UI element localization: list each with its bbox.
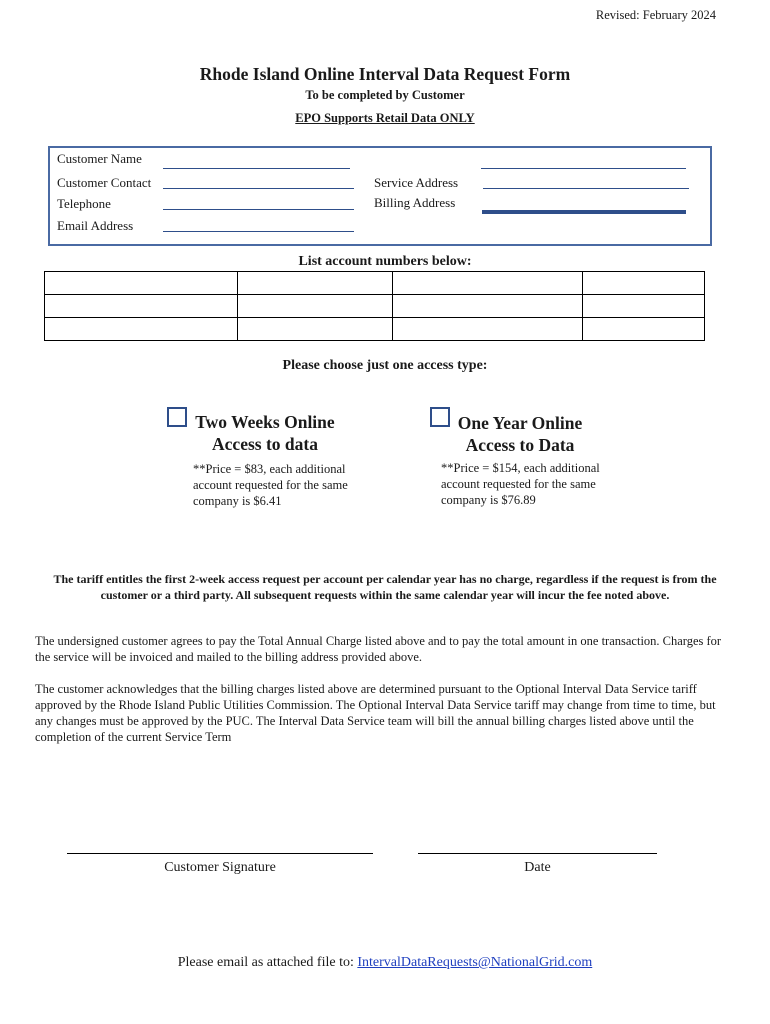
footer-prefix: Please email as attached file to:	[177, 955, 358, 970]
one-year-checkbox[interactable]	[430, 407, 450, 427]
one-year-price-line1: **Price = $154, each additional	[441, 461, 600, 475]
account-cell[interactable]	[45, 272, 238, 295]
epo-note: EPO Supports Retail Data ONLY	[295, 111, 475, 125]
date-label: Date	[524, 860, 551, 875]
two-weeks-price-line3: company is $6.41	[193, 494, 282, 508]
two-weeks-checkbox[interactable]	[167, 407, 187, 427]
two-weeks-option-title	[190, 411, 340, 455]
tariff-note: The tariff entitles the first 2-week access request per account per calendar year has no charge, regardless if the request is from the customer or a third party. All subsequent requests within the same calendar year will incur the fee noted above.	[53, 572, 717, 602]
account-cell[interactable]	[393, 272, 583, 295]
one-year-price-line2: account requested for the same	[441, 477, 596, 491]
access-type-prompt: Please choose just one access type:	[282, 358, 488, 373]
one-year-title-line1: One Year Online	[457, 413, 583, 433]
two-weeks-title-line1: Two Weeks Online	[195, 412, 335, 432]
billing-address-label: Billing Address	[374, 195, 456, 210]
account-cell[interactable]	[45, 295, 238, 318]
table-row	[45, 318, 705, 341]
customer-name-field[interactable]	[163, 168, 350, 169]
account-cell[interactable]	[237, 295, 393, 318]
account-numbers-table	[44, 271, 705, 341]
one-year-price-line3: company is $76.89	[441, 493, 536, 507]
acknowledgement-paragraph: The customer acknowledges that the billing charges listed above are determined pursuant to the Optional Interval Data Service tariff approved by the Rhode Island Public Utilities Commission. The Optional Interval Data Service tariff may change from time to time, but any changes must be approved by the PUC. The Interval Data Service team will bill the annual billing charges listed above until the completion of the current Service Term	[35, 682, 716, 744]
account-cell[interactable]	[583, 272, 705, 295]
two-weeks-price	[193, 461, 383, 509]
footer-email-instruction	[0, 955, 770, 971]
customer-signature-line[interactable]	[67, 853, 373, 854]
one-year-option-title	[452, 412, 588, 456]
one-year-price	[441, 460, 641, 508]
account-cell[interactable]	[393, 295, 583, 318]
account-cell[interactable]	[583, 295, 705, 318]
form-title: Rhode Island Online Interval Data Request Form	[199, 64, 571, 84]
account-cell[interactable]	[237, 272, 393, 295]
customer-name-label: Customer Name	[57, 151, 142, 166]
date-line[interactable]	[418, 853, 657, 854]
telephone-label: Telephone	[57, 196, 111, 211]
service-address-label: Service Address	[374, 175, 459, 190]
table-row	[45, 295, 705, 318]
account-cell[interactable]	[45, 318, 238, 341]
account-numbers-title: List account numbers below:	[298, 254, 472, 269]
email-address-label: Email Address	[57, 218, 134, 233]
telephone-field[interactable]	[163, 209, 354, 210]
two-weeks-price-line1: **Price = $83, each additional	[193, 462, 346, 476]
account-cell[interactable]	[393, 318, 583, 341]
account-cell[interactable]	[237, 318, 393, 341]
form-subtitle: To be completed by Customer	[305, 88, 465, 102]
customer-contact-field[interactable]	[163, 188, 354, 189]
billing-address-field[interactable]	[482, 210, 686, 214]
one-year-title-line2: Access to Data	[465, 435, 575, 455]
revised-date: Revised: February 2024	[595, 8, 716, 22]
customer-name-field-extension[interactable]	[481, 168, 686, 169]
email-link[interactable]: IntervalDataRequests@NationalGrid.com	[357, 955, 593, 970]
email-address-field[interactable]	[163, 231, 354, 232]
account-cell[interactable]	[583, 318, 705, 341]
customer-signature-label: Customer Signature	[164, 860, 276, 875]
service-address-field[interactable]	[483, 188, 689, 189]
two-weeks-title-line2: Access to data	[212, 434, 318, 454]
agreement-paragraph: The undersigned customer agrees to pay the Total Annual Charge listed above and to pay the total amount in one transaction. Charges for the service will be invoiced and mailed to the billing address provided above.	[35, 634, 722, 664]
customer-contact-label: Customer Contact	[57, 175, 152, 190]
two-weeks-price-line2: account requested for the same	[193, 478, 348, 492]
table-row	[45, 272, 705, 295]
